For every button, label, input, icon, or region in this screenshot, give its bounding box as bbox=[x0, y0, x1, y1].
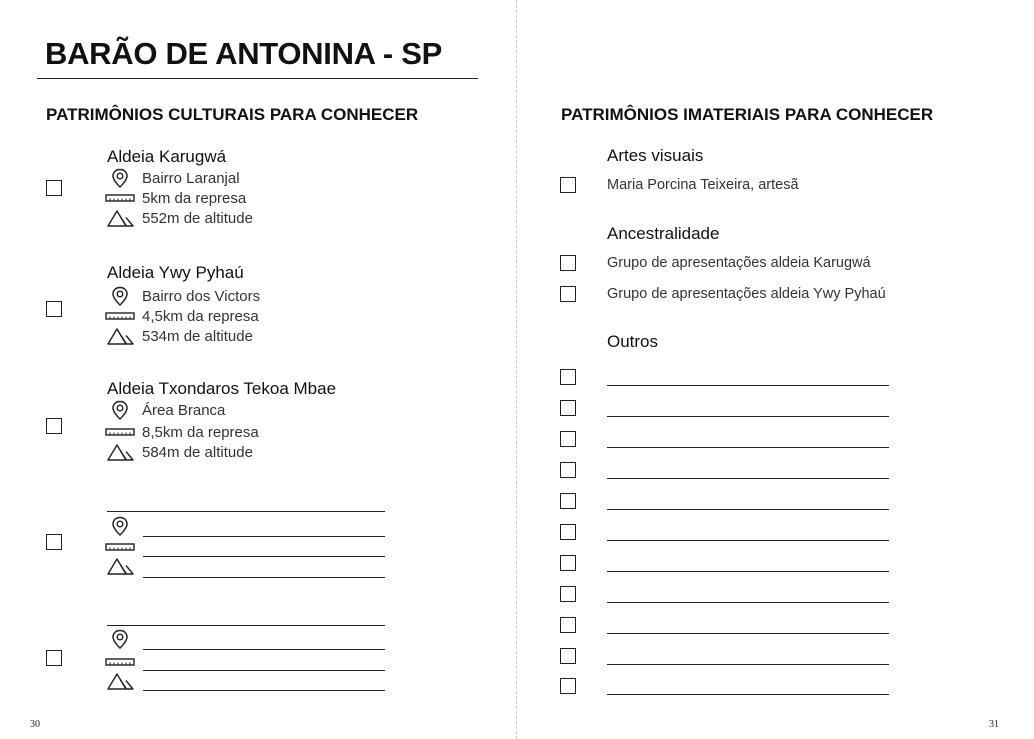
place-altitude: 552m de altitude bbox=[142, 210, 253, 227]
place-checkbox[interactable] bbox=[46, 418, 62, 434]
blank-altitude-line[interactable] bbox=[143, 577, 385, 578]
mountain-icon bbox=[107, 208, 137, 228]
map-pin-icon bbox=[107, 516, 137, 536]
page-number-left: 30 bbox=[30, 719, 40, 730]
place-checkbox[interactable] bbox=[46, 534, 62, 550]
item-checkbox[interactable] bbox=[560, 286, 576, 302]
blank-write-line[interactable] bbox=[607, 385, 889, 386]
item-checkbox[interactable] bbox=[560, 255, 576, 271]
page-fold-divider bbox=[516, 0, 517, 739]
place-checkbox[interactable] bbox=[46, 180, 62, 196]
page-title: BARÃO DE ANTONINA - SP bbox=[45, 36, 442, 71]
blank-name-line[interactable] bbox=[107, 511, 385, 512]
place-distance: 5km da represa bbox=[142, 190, 247, 207]
blank-distance-line[interactable] bbox=[143, 556, 385, 557]
blank-write-line[interactable] bbox=[607, 571, 889, 572]
intangible-heritage-heading: PATRIMÔNIOS IMATERIAIS PARA CONHECER bbox=[561, 105, 934, 124]
place-name: Aldeia Ywy Pyhaú bbox=[107, 263, 244, 282]
item-checkbox[interactable] bbox=[560, 617, 576, 633]
place-checkbox[interactable] bbox=[46, 650, 62, 666]
blank-name-line[interactable] bbox=[107, 625, 385, 626]
item-checkbox[interactable] bbox=[560, 678, 576, 694]
title-underline bbox=[37, 78, 478, 79]
item-label: Maria Porcina Teixeira, artesã bbox=[607, 177, 799, 193]
ruler-icon bbox=[105, 306, 135, 326]
place-location: Bairro dos Victors bbox=[142, 288, 261, 305]
category-ancestry: Ancestralidade bbox=[607, 224, 720, 243]
right-page bbox=[518, 0, 1034, 739]
blank-write-line[interactable] bbox=[607, 694, 889, 695]
item-label: Grupo de apresentações aldeia Ywy Pyhaú bbox=[607, 286, 886, 302]
ruler-icon bbox=[105, 422, 135, 442]
map-pin-icon bbox=[107, 400, 137, 420]
place-altitude: 584m de altitude bbox=[142, 444, 253, 461]
place-location: Área Branca bbox=[142, 402, 226, 419]
item-checkbox[interactable] bbox=[560, 431, 576, 447]
blank-write-line[interactable] bbox=[607, 602, 889, 603]
blank-distance-line[interactable] bbox=[143, 670, 385, 671]
place-name: Aldeia Txondaros Tekoa Mbae bbox=[107, 379, 337, 398]
map-pin-icon bbox=[107, 286, 137, 306]
place-name: Aldeia Karugwá bbox=[107, 147, 227, 166]
cultural-heritage-heading: PATRIMÔNIOS CULTURAIS PARA CONHECER bbox=[46, 105, 419, 124]
mountain-icon bbox=[107, 442, 137, 462]
category-others: Outros bbox=[607, 332, 659, 351]
item-checkbox[interactable] bbox=[560, 177, 576, 193]
item-checkbox[interactable] bbox=[560, 586, 576, 602]
blank-write-line[interactable] bbox=[607, 664, 889, 665]
blank-location-line[interactable] bbox=[143, 536, 385, 537]
ruler-icon bbox=[105, 652, 135, 672]
blank-write-line[interactable] bbox=[607, 509, 889, 510]
item-checkbox[interactable] bbox=[560, 462, 576, 478]
place-location: Bairro Laranjal bbox=[142, 170, 240, 187]
mountain-icon bbox=[107, 671, 137, 691]
map-pin-icon bbox=[107, 629, 137, 649]
ruler-icon bbox=[105, 188, 135, 208]
mountain-icon bbox=[107, 326, 137, 346]
item-checkbox[interactable] bbox=[560, 369, 576, 385]
blank-write-line[interactable] bbox=[607, 416, 889, 417]
item-checkbox[interactable] bbox=[560, 648, 576, 664]
mountain-icon bbox=[107, 556, 137, 576]
place-distance: 8,5km da represa bbox=[142, 424, 259, 441]
item-checkbox[interactable] bbox=[560, 400, 576, 416]
item-checkbox[interactable] bbox=[560, 524, 576, 540]
page-number-right: 31 bbox=[989, 719, 999, 730]
item-label: Grupo de apresentações aldeia Karugwá bbox=[607, 255, 871, 271]
ruler-icon bbox=[105, 537, 135, 557]
blank-write-line[interactable] bbox=[607, 540, 889, 541]
blank-write-line[interactable] bbox=[607, 633, 889, 634]
item-checkbox[interactable] bbox=[560, 555, 576, 571]
place-checkbox[interactable] bbox=[46, 301, 62, 317]
blank-write-line[interactable] bbox=[607, 478, 889, 479]
blank-location-line[interactable] bbox=[143, 649, 385, 650]
category-visual-arts: Artes visuais bbox=[607, 146, 704, 165]
blank-write-line[interactable] bbox=[607, 447, 889, 448]
item-checkbox[interactable] bbox=[560, 493, 576, 509]
map-pin-icon bbox=[107, 168, 137, 188]
place-distance: 4,5km da represa bbox=[142, 308, 259, 325]
place-altitude: 534m de altitude bbox=[142, 328, 253, 345]
blank-altitude-line[interactable] bbox=[143, 690, 385, 691]
